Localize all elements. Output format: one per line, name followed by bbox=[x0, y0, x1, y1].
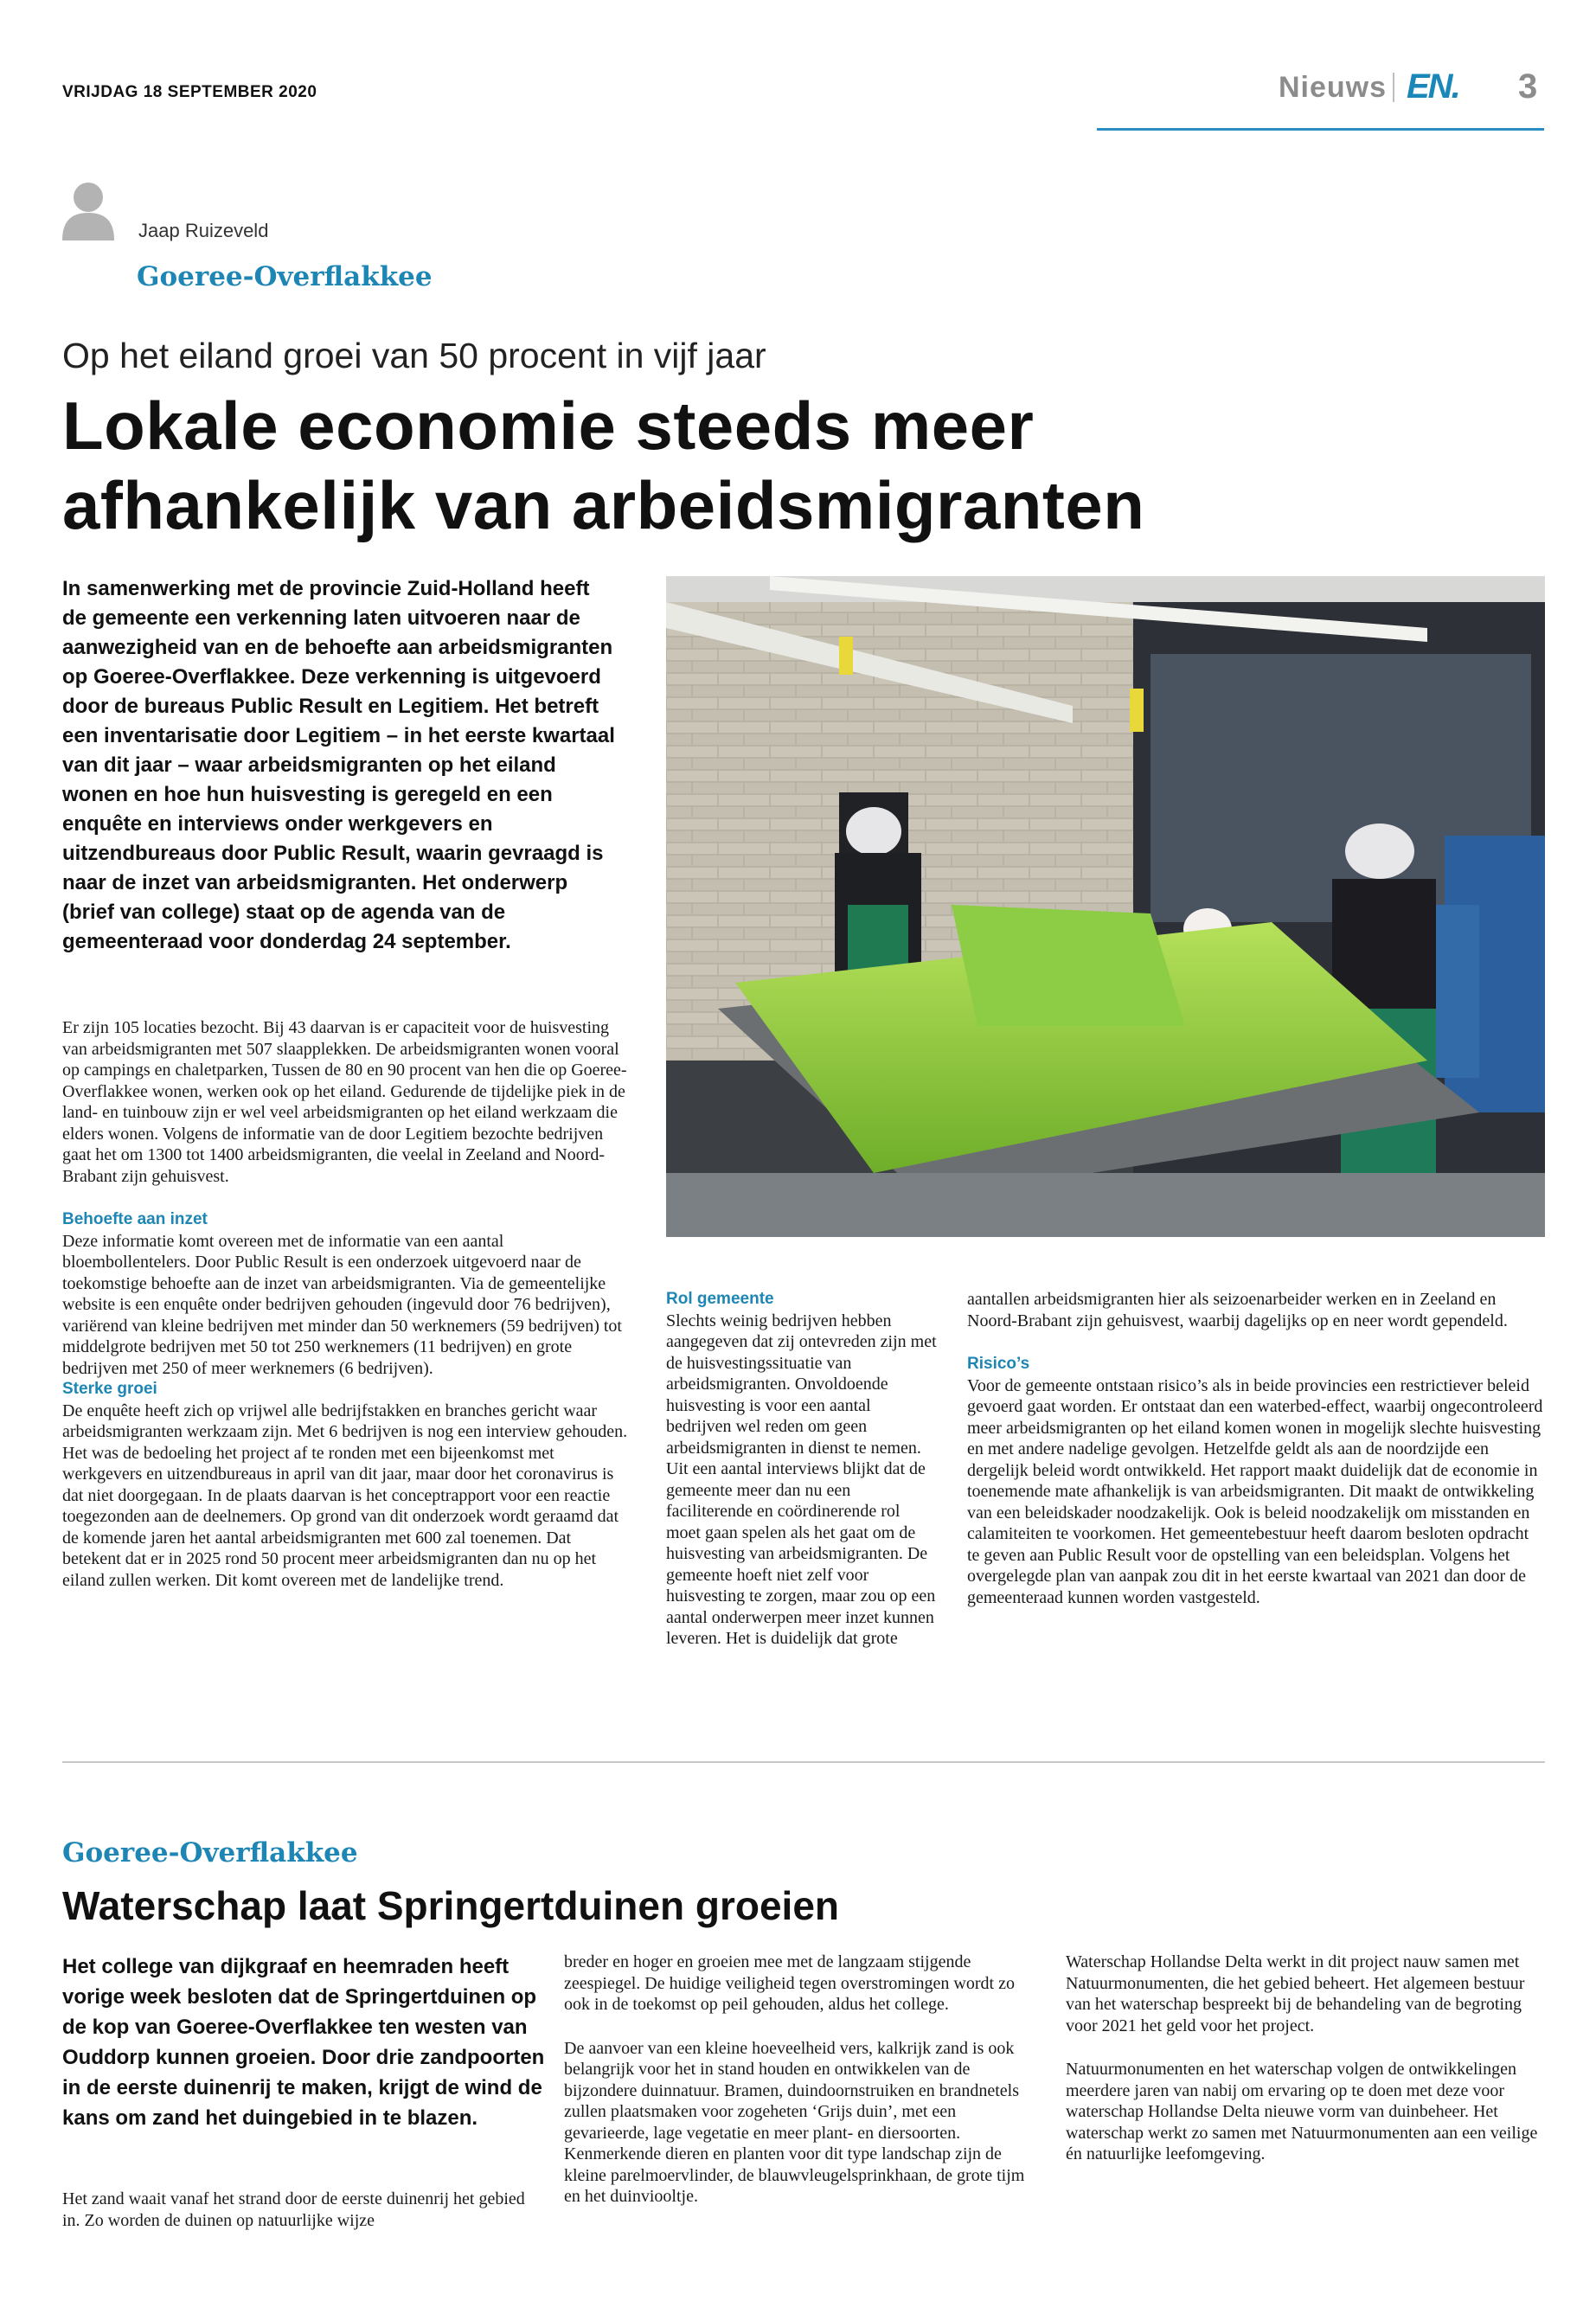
section-tag: Goeree-Overflakkee bbox=[62, 1837, 358, 1868]
subheading: Sterke groei bbox=[62, 1380, 157, 1398]
body-paragraph: aantallen arbeidsmigranten hier als seizoenarbeider werken en in Zeeland en Noord-Brabant zijn gehuisvest, waarbij dagelijks op en neer wordt gependeld. bbox=[967, 1290, 1508, 1330]
body-paragraph: Voor de gemeente ontstaan risico’s als in beide provincies een restrictiever beleid gevoerd gaat worden. Er ontstaat dan een waterbed-effect, waarbij ongecontroleerd meer arbeidsmigranten op het eiland komen wonen in mogelijk slechte huisvesting en met andere nadelige gevolgen. Hetzelfde geldt als aan de noordzijde een dergelijk beleid wordt ontwikkeld. Het rapport maakt duidelijk dat de economie in toenemende mate afhankelijk is van arbeidsmigranten. Dit maakt de ontwikkeling van een beleidskader noodzakelijk. Ook is beleid noodzakelijk om misstanden en calamiteiten te voorkomen. Het gemeentebestuur heeft daarom besloten opdracht te geven aan Public Result voor de opstelling van een beleidsplan. Volgens het overgelegde plan van aanpak zou dit in het eerste kwartaal van 2021 dan door de gemeenteraad kunnen worden vastgesteld. bbox=[967, 1375, 1543, 1607]
body-paragraph: Er zijn 105 locaties bezocht. Bij 43 daarvan is er capaciteit voor de huisvesting van arbeidsmigranten met 507 slaapplekken. De arbeidsmigranten wonen vooral op campings en chaletparken, Tussen de 80 en 90 procent van hen die op Goeree-Overflakkee wonen, werken ook op het eiland. Gedurende de tijdelijke piek in de land- en tuinbouw zijn er wel veel arbeidsmigranten op het eiland werkzaam die elders wonen. Volgens de informatie van de door Legitiem bezochte bedrijven gaat het om 1300 tot 1400 arbeidsmigranten, die veelal in Zeeland and Noord-Brabant zijn gehuisvest. bbox=[62, 1018, 627, 1186]
article-kicker: Op het eiland groei van 50 procent in vijf jaar bbox=[62, 336, 766, 375]
body-paragraph: Waterschap Hollandse Delta werkt in dit project nauw samen met Natuurmonumenten, die het gebied beheert. Het algemeen bestuur van het waterschap bespreekt bij de behandeling van de begroting voor 2021 het geld voor het project. bbox=[1066, 1952, 1525, 2035]
author-avatar-icon bbox=[62, 180, 114, 240]
article-headline: Lokale economie steeds meer afhankelijk van arbeidsmigranten bbox=[62, 388, 1145, 543]
header-rule bbox=[1097, 128, 1544, 131]
article-divider bbox=[62, 1761, 1545, 1763]
section-tag: Goeree-Overflakkee bbox=[137, 261, 433, 292]
article-column-3 bbox=[1066, 1952, 1545, 2165]
subheading: Behoefte aan inzet bbox=[62, 1210, 208, 1228]
article-headline: Waterschap laat Springertduinen groeien bbox=[62, 1883, 840, 1928]
article-photo bbox=[666, 576, 1545, 1237]
publication-logo: EN. bbox=[1407, 67, 1459, 106]
article-column-1 bbox=[62, 1017, 633, 1591]
issue-date: VRIJDAG 18 SEPTEMBER 2020 bbox=[62, 83, 317, 101]
body-paragraph: Het zand waait vanaf het strand door de eerste duinenrij het gebied in. Zo worden de duinen op natuurlijke wijze bbox=[62, 2189, 525, 2230]
section-label: Nieuws bbox=[1279, 71, 1388, 104]
page-number: 3 bbox=[1518, 67, 1538, 106]
body-paragraph: Deze informatie komt overeen met de informatie van een aantal bloembollentelers. Door Public Result is een onderzoek uitgevoerd naar de toekomstige behoefte aan de inzet van arbeidsmigranten. Via de gemeentelijke website is een enquête onder bedrijven gehouden (ingevuld door 76 bedrijven), variërend van kleine bedrijven met minder dan 50 werknemers (59 bedrijven) tot middelgrote bedrijven met 50 tot 250 werknemers (11 bedrijven) en grote bedrijven met 250 of meer werknemers (6 bedrijven). bbox=[62, 1231, 622, 1378]
header-divider bbox=[1393, 73, 1394, 102]
article-intro: In samenwerking met de provincie Zuid-Holland heeft de gemeente een verkenning laten uitvoeren naar de aanwezigheid van en de behoefte aan arbeidsmigranten op Goeree-Overflakkee. Deze verkenning is uitgevoerd door de bureaus Public Result en Legitiem. Het betreft een inventarisatie door Legitiem – in het eerste kwartaal van dit jaar – waar arbeidsmigranten op het eiland wonen en hoe hun huisvesting is geregeld en een enquête en interviews onder werkgevers en uitzendbureaus door Public Result, waarin gevraagd is naar de inzet van arbeidsmigranten. Het onderwerp (brief van college) staat op de agenda van de gemeenteraad voor donderdag 24 september. bbox=[62, 577, 615, 953]
article-column-2 bbox=[666, 1289, 939, 1650]
article-column-3 bbox=[967, 1289, 1545, 1608]
article-column-1 bbox=[62, 2189, 547, 2231]
body-paragraph: Slechts weinig bedrijven hebben aangegeven dat zij ontevreden zijn met de huisvestingssituatie van arbeidsmigranten. Onvoldoende huisvesting is voor een aantal bedrijven wel reden om geen arbeidsmigranten in dienst te nemen. Uit een aantal interviews blijkt dat de gemeente meer dan nu een faciliterende en coördinerende rol moet gaan spelen als het gaat om de huisvesting van arbeidsmigranten. De gemeente hoeft niet zelf voor huisvesting te zorgen, maar zou op een aantal onderwerpen meer inzet kunnen leveren. Het is duidelijk dat grote bbox=[666, 1311, 937, 1648]
subheading: Risico’s bbox=[967, 1355, 1030, 1373]
body-paragraph: De aanvoer van een kleine hoeveelheid vers, kalkrijk zand is ook belangrijk voor het in stand houden en ontwikkelen van de bijzondere duinnatuur. Bramen, duindoornstruiken en brandnetels zullen plaatsmaken voor zogeheten ‘Grijs duin’, met een gevarieerde, lage vegetatie en meer plant- en diersoorten. Kenmerkende dieren en planten voor dit type landschap zijn de kleine parelmoervlinder, de blauwvleugelsprinkhaan, de grote tijm en het duinviooltje. bbox=[564, 2038, 1025, 2206]
subheading: Rol gemeente bbox=[666, 1290, 774, 1308]
author-name: Jaap Ruizeveld bbox=[138, 220, 269, 241]
article-intro: Het college van dijkgraaf en heemraden heeft vorige week besloten dat de Springertduinen op de kop van Goeree-Overflakkee ten westen van Ouddorp kunnen groeien. Door drie zandpoorten in de eerste duinenrij te maken, krijgt de wind de kans om zand het duingebied in te blazen. bbox=[62, 1955, 545, 2130]
article-column-2 bbox=[564, 1952, 1031, 2208]
body-paragraph: breder en hoger en groeien mee met de langzaam stijgende zeespiegel. De huidige veiligheid tegen overstromingen wordt zo ook in de toekomst op peil gehouden, aldus het college. bbox=[564, 1952, 1015, 2014]
body-paragraph: Natuurmonumenten en het waterschap volgen de ontwikkelingen meerdere jaren van nabij om ervaring op te doen met deze voor waterschap Hollandse Delta nieuwe vorm van duinbeheer. Het waterschap werkt zo samen met Natuurmonumenten aan een veilige én natuurlijke leefomgeving. bbox=[1066, 2060, 1538, 2163]
body-paragraph: De enquête heeft zich op vrijwel alle bedrijfstakken en branches gericht waar arbeidsmigranten werkzaam zijn. Met 6 bedrijven is nog een interview gehouden. Het was de bedoeling het project af te ronden met een bijeenkomst met werkgevers en uitzendbureaus in april van dit jaar, maar door het coronavirus is dat niet doorgegaan. In de plaats daarvan is het conceptrapport voor een reactie toegezonden aan de deelnemers. Op grond van dit onderzoek wordt geraamd dat de komende jaren het aantal arbeidsmigranten met 600 zal toenemen. Dat betekent dat er in 2025 rond 50 procent meer arbeidsmigranten dan nu op het eiland zullen werken. Dit komt overeen met de landelijke trend. bbox=[62, 1400, 628, 1590]
